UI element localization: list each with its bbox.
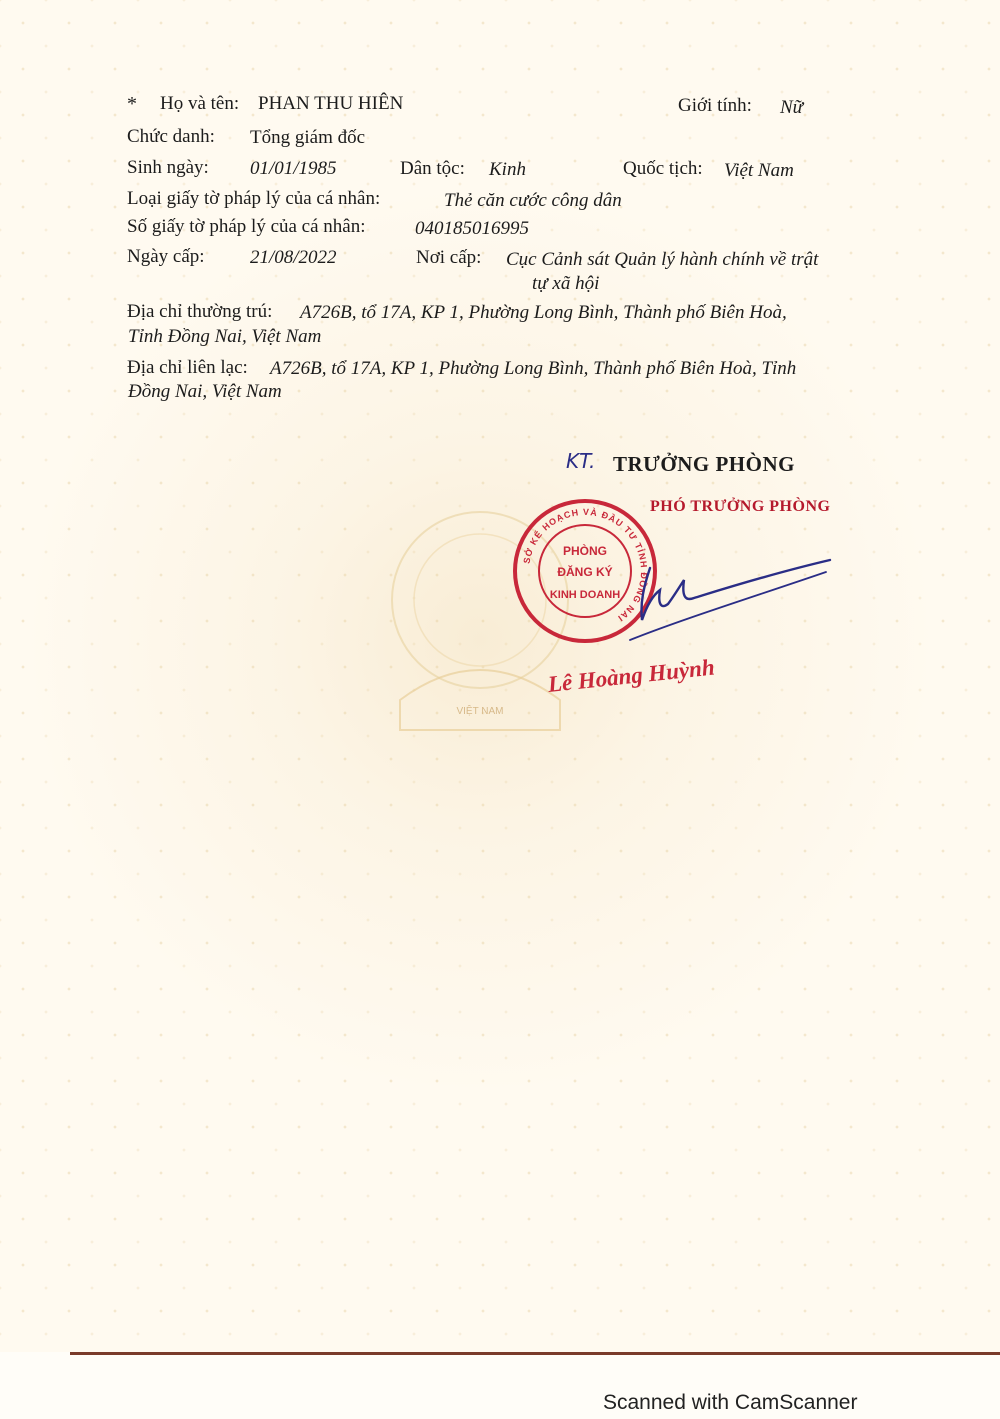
issue-place-value-line1: Cục Cảnh sát Quản lý hành chính về trật [506,249,819,270]
ethnicity-label: Dân tộc: [400,158,465,179]
stamp-center-line2: ĐĂNG KÝ [557,565,613,579]
dob-label: Sinh ngày: [127,157,209,178]
watermark-emblem-label: VIỆT NAM [456,706,504,717]
name-label: Họ và tên: [160,93,240,114]
camscanner-footer: Scanned with CamScanner [603,1391,858,1414]
permanent-address-label: Địa chỉ thường trú: [127,301,273,322]
gender-value: Nữ [780,97,804,118]
contact-address-label: Địa chỉ liên lạc: [127,357,248,378]
nationality-value: Việt Nam [724,160,794,181]
issue-date-label: Ngày cấp: [127,246,205,267]
doc-number-value: 040185016995 [415,218,529,239]
signer-name: Lê Hoàng Huỳnh [546,654,716,697]
dob-value: 01/01/1985 [250,158,337,179]
nationality-label: Quốc tịch: [623,158,703,179]
bullet: * [127,93,137,115]
deputy-head-title: PHÓ TRƯỞNG PHÒNG [650,498,831,515]
contact-address-line2: Đồng Nai, Việt Nam [128,381,282,402]
contact-address-line1: A726B, tổ 17A, KP 1, Phường Long Bình, Thành phố Biên Hoà, Tỉnh [270,358,797,379]
name-value: PHAN THU HIÊN [258,93,404,114]
issue-place-label: Nơi cấp: [416,247,482,268]
issue-place-value-line2: tự xã hội [532,273,600,294]
page-bottom-edge [70,1352,1000,1355]
permanent-address-line1: A726B, tổ 17A, KP 1, Phường Long Bình, Thành phố Biên Hoà, [300,302,787,323]
kt-handwritten-mark: KT. [566,449,596,473]
doc-type-value: Thẻ căn cước công dân [444,190,622,211]
title-value: Tổng giám đốc [250,127,366,148]
doc-number-label: Số giấy tờ pháp lý của cá nhân: [127,216,366,237]
handwritten-signature [600,550,840,650]
stamp-center-line3: KINH DOANH [549,589,621,601]
title-label: Chức danh: [127,126,215,147]
doc-type-label: Loại giấy tờ pháp lý của cá nhân: [127,188,381,209]
permanent-address-line2: Tỉnh Đồng Nai, Việt Nam [128,326,322,347]
gender-label: Giới tính: [678,95,752,116]
issue-date-value: 21/08/2022 [250,247,337,268]
head-of-office-title: TRƯỞNG PHÒNG [613,452,795,476]
stamp-center-line1: PHÒNG [562,544,608,558]
stamp-ring-text: SỞ KẾ HOẠCH VÀ ĐẦU TƯ TỈNH ĐỒNG NAI [521,506,650,624]
ethnicity-value: Kinh [489,159,526,180]
